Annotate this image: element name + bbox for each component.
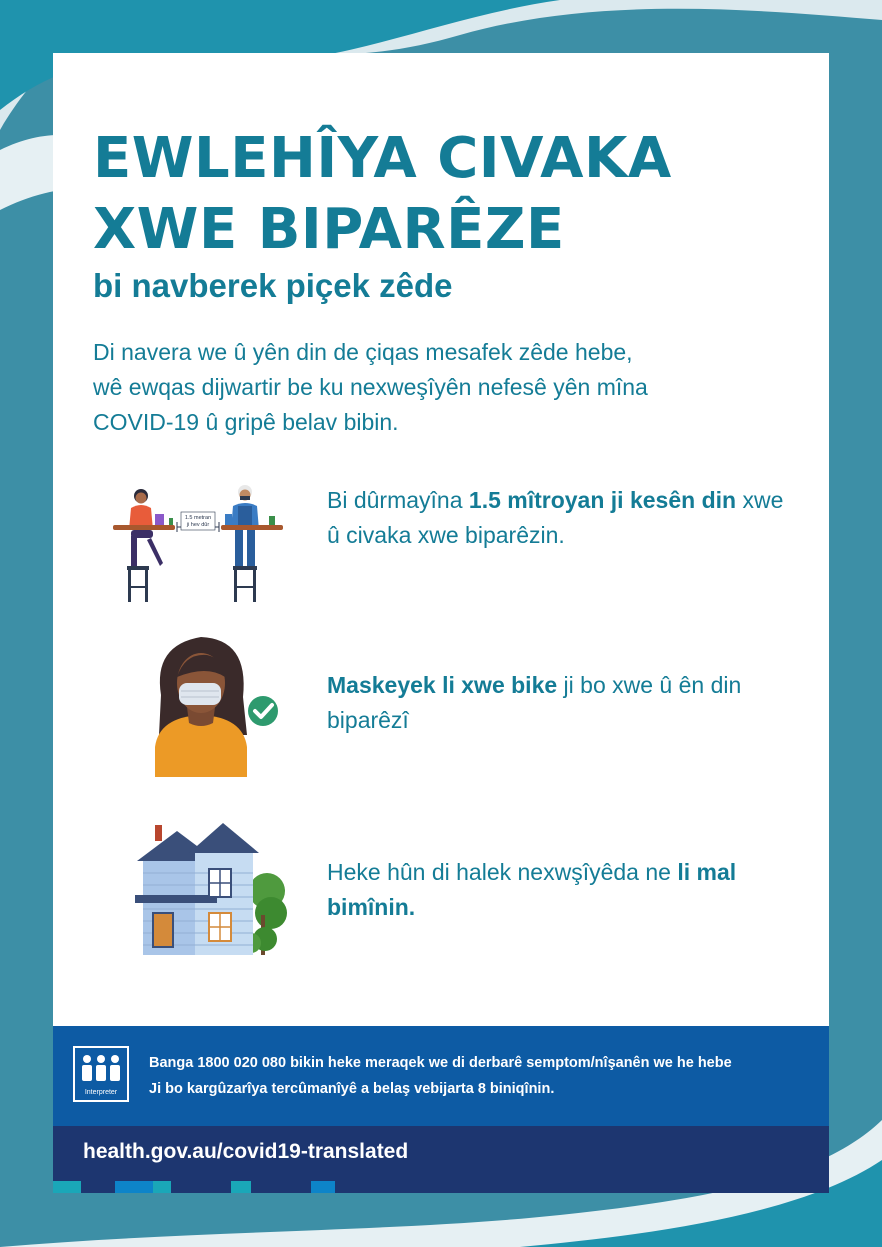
stripe-segment [153,1181,171,1193]
title-line-1: EWLEHÎYA CIVAKA [93,126,672,191]
distance-label-line-1: 1.5 metran [184,515,212,521]
intro-line-3: COVID-19 û gripê belav bibin. [93,409,399,435]
distance-label-line-2: ji hev dûr [186,522,210,528]
tip-2-text-post: ji bo xwe û ên din biparêzî [327,672,742,733]
service-line: Ji bo kargûzarîya tercûmanîyê a belaş vebijarta 8 biniqînin. [149,1081,555,1097]
distancing-illustration [111,478,291,603]
stripe-segment [53,1181,81,1193]
url-band [53,1126,829,1181]
intro-paragraph [93,335,793,440]
stripe-segment [335,1181,829,1193]
title-line-2: XWE BIPARÊZE [93,197,565,262]
poster-card [53,53,829,1193]
interpreter-info [149,1050,732,1102]
mask-illustration [151,635,283,777]
page-title [93,123,672,265]
tip-3-text-bold: li mal bimînin. [327,859,737,920]
stripe-segment [311,1181,335,1193]
tip-1-text-bold: 1.5 mîtroyan ji kesên din [468,487,737,513]
interpreter-band [53,1026,829,1126]
tip-2-text-bold: Maskeyek li xwe bike [327,672,558,698]
stripe-segment [171,1181,231,1193]
stripe-segment [231,1181,251,1193]
intro-line-2: wê ewqas dijwartir be ku nexweşîyên nefesê yên mîna [93,374,648,400]
tip-stay-home-text [327,855,797,925]
phone-line: Banga 1800 020 080 bikin heke meraqek we di derbarê semptom/nîşanên we he hebe [149,1055,732,1071]
stripe-segment [251,1181,311,1193]
intro-line-1: Di navera we û yên din de çiqas mesafek zêde hebe, [93,339,633,365]
interpreter-symbol [75,1048,127,1100]
tip-1-text-pre: Bi dûrmayîna [327,487,469,513]
tip-mask-text [327,668,797,738]
color-stripe [53,1181,829,1193]
tip-1-text-post: xwe û civaka xwe biparêzin. [327,487,784,548]
page-subtitle: bi navberek piçek zêde [93,267,453,304]
website-url[interactable]: health.gov.au/covid19-translated [83,1140,409,1163]
interpreter-icon [73,1046,129,1102]
stripe-segment [115,1181,153,1193]
interpreter-label: Interpreter [84,1089,118,1096]
house-illustration [125,813,290,958]
stripe-segment [81,1181,115,1193]
tip-distancing-text [327,483,797,553]
tip-3-text-pre: Heke hûn di halek nexwşîyêda ne [327,859,678,885]
